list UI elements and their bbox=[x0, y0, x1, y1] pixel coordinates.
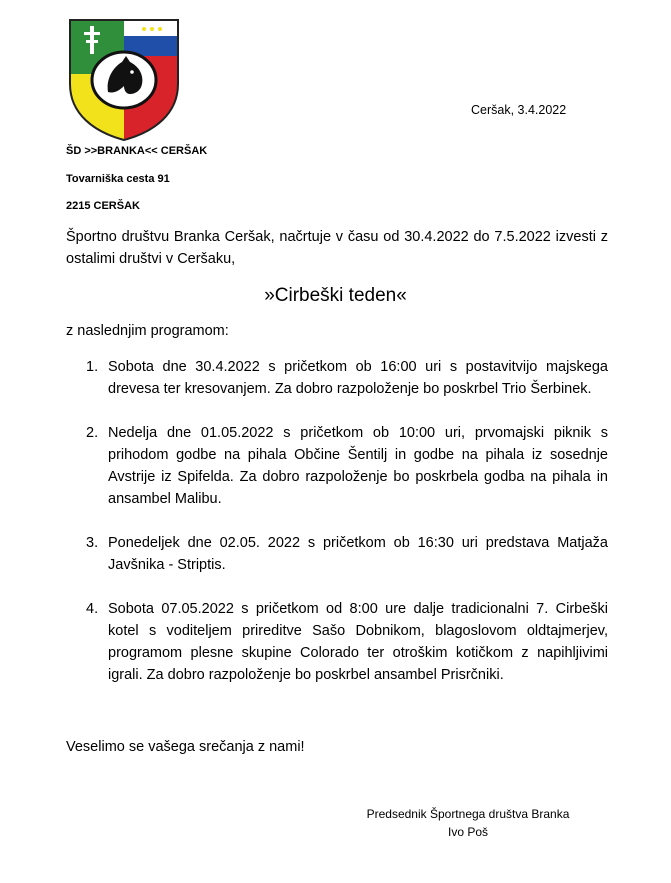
sender-street: Tovarniška cesta 91 bbox=[66, 173, 170, 185]
club-logo bbox=[64, 14, 184, 142]
program-list bbox=[66, 356, 608, 708]
sender-name: ŠD >>BRANKA<< CERŠAK bbox=[66, 145, 208, 157]
signature-role: Predsednik Športnega društva Branka bbox=[366, 807, 570, 821]
stars-icon bbox=[142, 27, 162, 31]
program-item-text: Ponedeljek dne 02.05. 2022 s pričetkom ob 16:30 uri predstava Matjaža Javšnika - Striptis. bbox=[108, 535, 608, 573]
program-item bbox=[66, 532, 608, 576]
program-item bbox=[66, 356, 608, 400]
closing-line: Veselimo se vašega srečanja z nami! bbox=[66, 739, 305, 755]
program-item-number: 2. bbox=[86, 425, 99, 441]
program-item-text: Sobota dne 30.4.2022 s pričetkom ob 16:00 uri s postavitvijo majskega drevesa ter kresovanjem. Za dobro razpoloženje bo poskrbel Trio Šerbinek. bbox=[108, 359, 608, 397]
program-item-number: 4. bbox=[86, 601, 99, 617]
sender-city: 2215 CERŠAK bbox=[66, 200, 140, 212]
program-item-number: 3. bbox=[86, 535, 99, 551]
intro-paragraph: Športno društvu Branka Ceršak, načrtuje v času od 30.4.2022 do 7.5.2022 izvesti z ostalimi društvi v Ceršaku, bbox=[66, 229, 608, 267]
program-item-text: Nedelja dne 01.05.2022 s pričetkom ob 10:00 uri, prvomajski piknik s prihodom godbe na pihala Občine Šentilj in godbe na pihala iz sosednje Avstrije iz Spifelda. Za dobro razpoloženje bo poskrbela godba na pihala in ansambel Malibu. bbox=[108, 425, 608, 507]
program-item-text: Sobota 07.05.2022 s pričetkom od 8:00 ure dalje tradicionalni 7. Cirbeški kotel s voditeljem prireditve Sašo Dobnikom, blagoslovom oldtajmerjev, programom plesne skupine Colorado ter otroškim kotičkom z napihljivimi igrali. Za dobro razpoloženje bo poskrbel ansambel Prisrčniki. bbox=[108, 601, 608, 683]
signature-name: Ivo Poš bbox=[447, 825, 489, 839]
document-date: Ceršak, 3.4.2022 bbox=[471, 103, 567, 117]
program-item bbox=[66, 598, 608, 686]
program-label: z naslednjim programom: bbox=[66, 323, 229, 339]
event-title: »Cirbeški teden« bbox=[264, 285, 407, 306]
program-item-number: 1. bbox=[86, 359, 99, 375]
program-item bbox=[66, 422, 608, 510]
